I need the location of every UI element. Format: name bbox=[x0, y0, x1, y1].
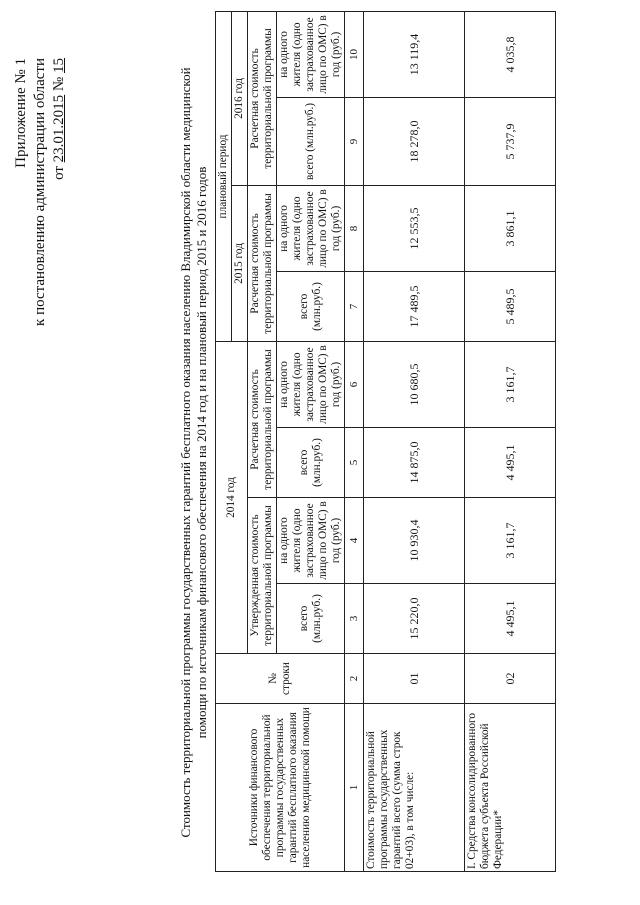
header-calculated-cost-2014: Расчетная стоимость территориальной программы bbox=[248, 341, 277, 497]
cell-value: 4 495,1 bbox=[465, 584, 556, 654]
header-total-approved: всего (млн.руб.) bbox=[277, 584, 345, 654]
cell-value: 10 680,5 bbox=[364, 341, 465, 427]
header-total-2016: всего (млн.руб.) bbox=[277, 97, 345, 185]
header-approved-cost: Утвержденная стоимость территориальной программы bbox=[248, 498, 277, 654]
row-label: I. Средства консолидированного бюджета субъекта Российской Федерации* bbox=[465, 704, 556, 872]
row-code: 02 bbox=[465, 654, 556, 704]
column-index: 7 bbox=[345, 271, 364, 341]
header-per-person-2015: на одного жителя (одно застрахованное лицо по ОМС) в год (руб.) bbox=[277, 185, 345, 271]
document-heading bbox=[178, 40, 210, 865]
cell-value: 4 495,1 bbox=[465, 428, 556, 498]
column-index: 3 bbox=[345, 584, 364, 654]
number-prefix: № bbox=[51, 76, 67, 92]
cell-value: 3 161,7 bbox=[465, 341, 556, 427]
column-index: 10 bbox=[345, 11, 364, 97]
cell-value: 14 875,0 bbox=[364, 428, 465, 498]
date-prefix: от bbox=[51, 166, 67, 180]
cell-value: 4 035,8 bbox=[465, 11, 556, 97]
appendix-date-line bbox=[50, 58, 69, 905]
cell-value: 13 119,4 bbox=[364, 11, 465, 97]
table-row bbox=[364, 11, 465, 871]
cell-value: 5 737,9 bbox=[465, 97, 556, 185]
header-per-person-2016: на одного жителя (одно застрахованное лицо по ОМС) в год (руб.) bbox=[277, 11, 345, 97]
appendix-decree: к постановлению администрации области bbox=[32, 58, 48, 326]
table-row bbox=[465, 11, 556, 871]
row-code: 01 bbox=[364, 654, 465, 704]
cost-table bbox=[215, 11, 556, 872]
appendix-title: Приложение № 1 bbox=[13, 58, 29, 168]
cell-value: 3 861,1 bbox=[465, 185, 556, 271]
cell-value: 12 553,5 bbox=[364, 185, 465, 271]
decree-number: 15 bbox=[51, 58, 67, 73]
header-per-person-2014: на одного жителя (одно застрахованное лицо по ОМС) в год (руб.) bbox=[277, 341, 345, 427]
column-index: 6 bbox=[345, 341, 364, 427]
header-2014: 2014 год bbox=[216, 341, 248, 653]
header-2016: 2016 год bbox=[232, 11, 248, 185]
column-index: 8 bbox=[345, 185, 364, 271]
cell-value: 3 161,7 bbox=[465, 498, 556, 584]
header-row-number: № строки bbox=[216, 654, 345, 704]
heading-line-2: помощи по источникам финансового обеспечения на 2014 год и на плановый период 2015 и 2016 годов bbox=[194, 166, 209, 739]
header-planned-period: плановый период bbox=[216, 11, 232, 341]
column-index: 1 bbox=[345, 704, 364, 872]
header-per-person-approved: на одного жителя (одно застрахованное лицо по ОМС) в год (руб.) bbox=[277, 498, 345, 584]
column-index: 5 bbox=[345, 428, 364, 498]
column-index: 2 bbox=[345, 654, 364, 704]
heading-line-1: Стоимость территориальной программы государственных гарантий бесплатного оказания населению Владимирской области медицинской bbox=[178, 67, 193, 838]
column-index: 9 bbox=[345, 97, 364, 185]
cell-value: 18 278,0 bbox=[364, 97, 465, 185]
cell-value: 17 489,5 bbox=[364, 271, 465, 341]
cell-value: 5 489,5 bbox=[465, 271, 556, 341]
header-total-2014: всего (млн.руб.) bbox=[277, 428, 345, 498]
row-label: Стоимость территориальной программы государственных гарантий всего (сумма строк 02+03), в том числе: bbox=[364, 704, 465, 872]
appendix-block bbox=[12, 58, 69, 905]
cell-value: 10 930,4 bbox=[364, 498, 465, 584]
column-index: 4 bbox=[345, 498, 364, 584]
decree-date: 23.01.2015 bbox=[51, 94, 67, 163]
header-total-2015: всего (млн.руб.) bbox=[277, 271, 345, 341]
header-calculated-cost-2016: Расчетная стоимость территориальной программы bbox=[248, 11, 277, 185]
column-index-row bbox=[345, 11, 364, 871]
cell-value: 15 220,0 bbox=[364, 584, 465, 654]
header-calculated-cost-2015: Расчетная стоимость территориальной программы bbox=[248, 185, 277, 341]
header-source: Источники финансового обеспечения территориальной программы государственных гарантий бесплатного оказания населению медицинской помощи bbox=[216, 704, 345, 872]
header-2015: 2015 год bbox=[232, 185, 248, 341]
